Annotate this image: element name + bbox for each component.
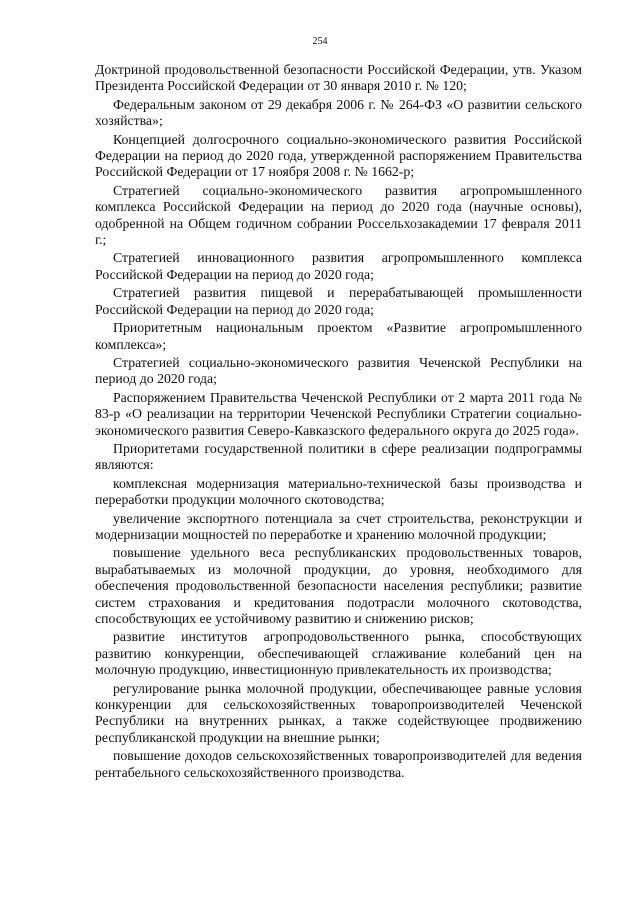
paragraph: Стратегией инновационного развития агропромышленного комплекса Российской Федерации на период до 2020 года; xyxy=(95,250,582,282)
list-item: комплексная модернизация материально-технической базы производства и переработки продукции молочного скотоводства; xyxy=(95,475,582,508)
paragraph: Стратегией социально-экономического развития агропромышленного комплекса Российской Федерации на период до 2020 года (научные основы), одобренной на Общем годичном собрании Россельхозакадемии 17 февраля 2011 г.; xyxy=(95,182,582,248)
body-text xyxy=(95,62,582,783)
list-item: повышение удельного веса республиканских продовольственных товаров, вырабатываемых из молочной продукции, до уровня, необходимого для обеспечения продовольственной безопасности населения республики; развитие систем страхования и кредитования подотрасли молочного скотоводства, способствующих ее устойчивому развитию и снижению рисков; xyxy=(95,545,582,626)
paragraph: Концепцией долгосрочного социально-экономического развития Российской Федерации на период до 2020 года, утвержденной распоряжением Правительства Российской Федерации от 17 ноября 2008 г. № 1662-р; xyxy=(95,131,582,180)
paragraph: Стратегией социально-экономического развития Чеченской Республики на период до 2020 года; xyxy=(95,354,582,387)
page-number: 254 xyxy=(312,36,328,47)
list-item: развитие институтов агропродовольственного рынка, способствующих развитию конкуренции, обеспечивающей сглаживание колебаний цен на молочную продукцию, инвестиционную привлекательность их производства; xyxy=(95,629,582,678)
paragraph: Приоритетами государственной политики в сфере реализации подпрограммы являются: xyxy=(95,440,582,473)
paragraph: Стратегией развития пищевой и перерабатывающей промышленности Российской Федерации на период до 2020 года; xyxy=(95,285,582,317)
list-item: повышение доходов сельскохозяйственных товаропроизводителей для ведения рентабельного сельскохозяйственного производства. xyxy=(95,748,582,780)
paragraph: Федеральным законом от 29 декабря 2006 г. № 264-ФЗ «О развитии сельского хозяйства»; xyxy=(95,96,582,129)
paragraph: Распоряжением Правительства Чеченской Республики от 2 марта 2011 года № 83-р «О реализации на территории Чеченской Республики Стратегии социально-экономического развития Северо-Кавказского федерального округа до 2025 года». xyxy=(95,389,582,438)
list-item: увеличение экспортного потенциала за счет строительства, реконструкции и модернизации мощностей по переработке и хранению молочной продукции; xyxy=(95,510,582,542)
list-item: регулирование рынка молочной продукции, обеспечивающее равные условия конкуренции для сельскохозяйственных товаропроизводителей Чеченской Республики на внутренних рынках, а также содействующее продвижению республиканской продукции на внешние рынки; xyxy=(95,680,582,745)
paragraph: Приоритетным национальным проектом «Развитие агропромышленного комплекса»; xyxy=(95,320,582,352)
paragraph: Доктриной продовольственной безопасности Российской Федерации, утв. Указом Президента Российской Федерации от 30 января 2010 г. № 120; xyxy=(95,62,582,94)
